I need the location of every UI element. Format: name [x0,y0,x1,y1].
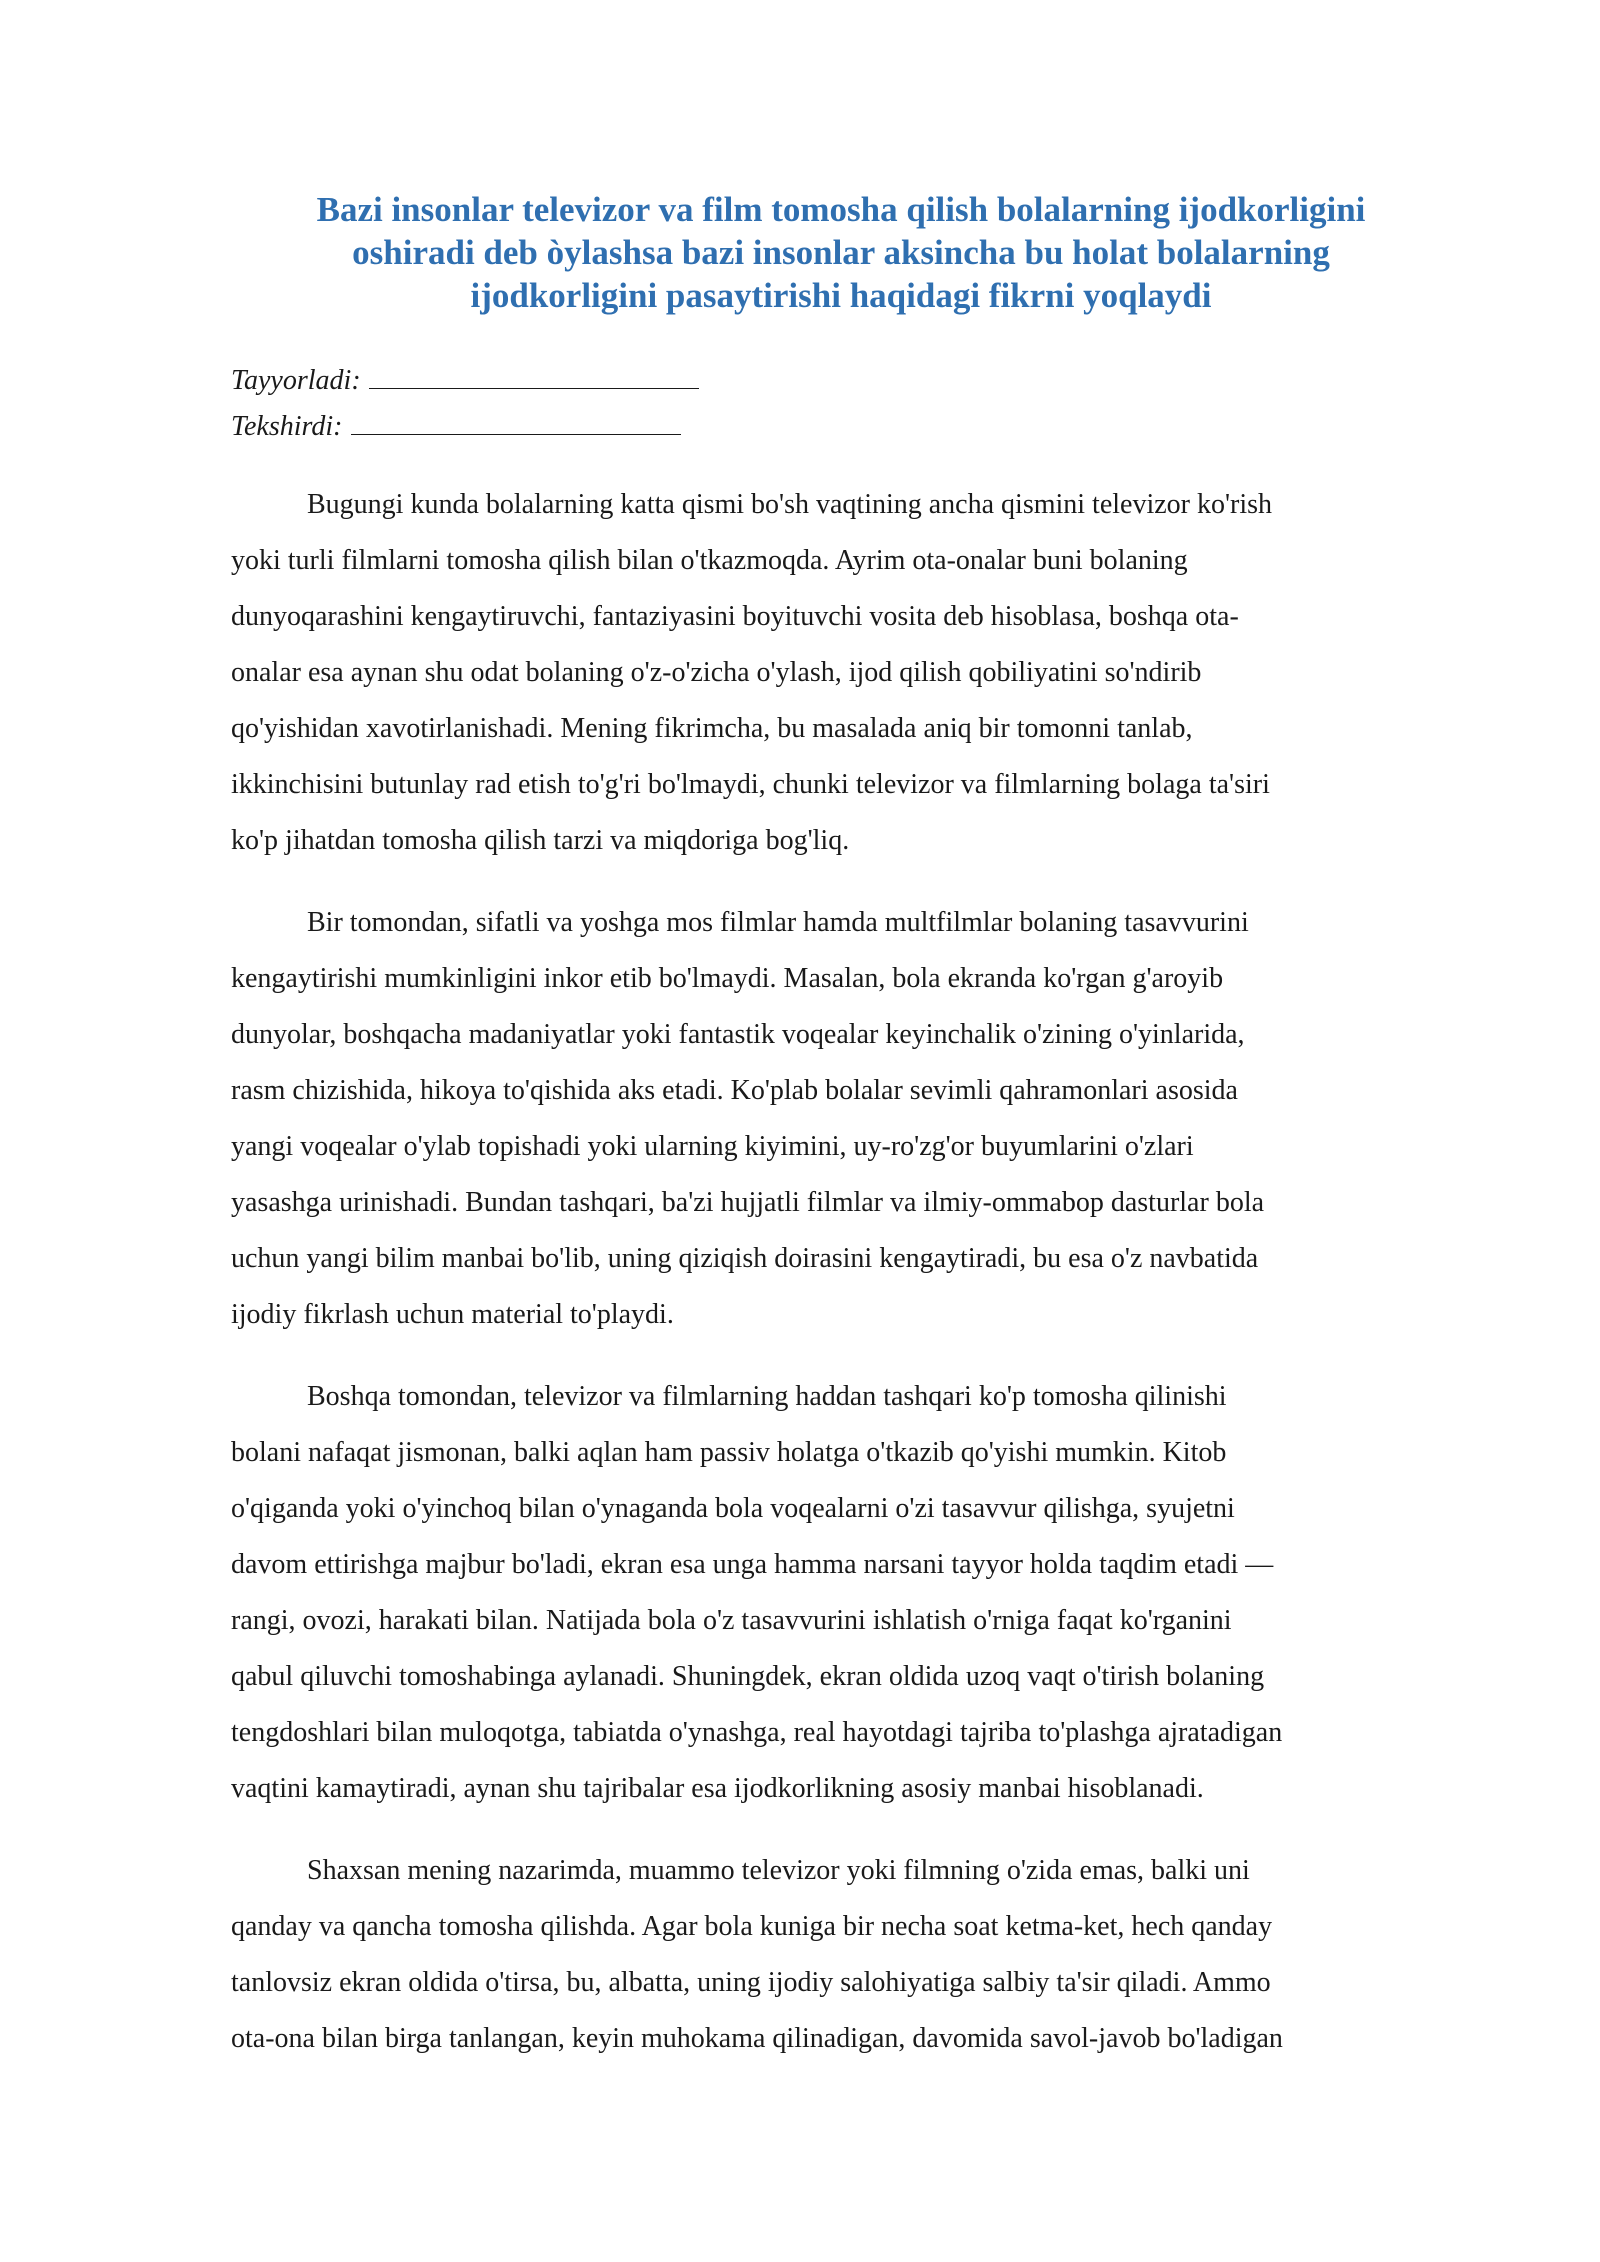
document-body [231,477,1451,2093]
text-line: rasm chizishida, hikoya to'qishida aks etadi. Ko'plab bolalar sevimli qahramonlari asosida [231,1075,1238,1106]
text-line: ko'p jihatdan tomosha qilish tarzi va miqdoriga bog'liq. [231,825,850,856]
author-block [231,358,831,450]
text-line: uchun yangi bilim manbai bo'lib, uning qiziqish doirasini kengaytiradi, bu esa o'z navbatida [231,1243,1259,1274]
text-line: tanlovsiz ekran oldida o'tirsa, bu, albatta, uning ijodiy salohiyatiga salbiy ta'sir qiladi. Ammo [231,1967,1271,1998]
paragraph [231,477,1451,869]
checked-by-blank-line [351,404,681,435]
text-line: vaqtini kamaytiradi, aynan shu tajribalar esa ijodkorlikning asosiy manbai hisoblanadi. [231,1773,1204,1804]
text-line: onalar esa aynan shu odat bolaning o'z-o'zicha o'ylash, ijod qilish qobiliyatini so'ndirib [231,657,1202,688]
paragraph [231,1843,1451,2067]
prepared-by-blank-line [369,358,699,389]
text-line: Bugungi kunda bolalarning katta qismi bo'sh vaqtining ancha qismini televizor ko'rish [307,489,1273,520]
text-line: dunyoqarashini kengaytiruvchi, fantaziyasini boyituvchi vosita deb hisoblasa, boshqa ota- [231,601,1239,632]
text-line: yasashga urinishadi. Bundan tashqari, ba'zi hujjatli filmlar va ilmiy-ommabop dasturlar bola [231,1187,1265,1218]
text-line: yoki turli filmlarni tomosha qilish bilan o'tkazmoqda. Ayrim ota-onalar buni bolaning [231,545,1188,576]
text-line: qanday va qancha tomosha qilishda. Agar bola kuniga bir necha soat ketma-ket, hech qanday [231,1911,1273,1942]
title-line: oshiradi deb òylashsa bazi insonlar aksincha bu holat bolalarning [352,233,1330,272]
text-line: qo'yishidan xavotirlanishadi. Mening fikrimcha, bu masalada aniq bir tomonni tanlab, [231,713,1193,744]
text-line: bolani nafaqat jismonan, balki aqlan ham passiv holatga o'tkazib qo'yishi mumkin. Kitob [231,1437,1227,1468]
checked-by-label: Tekshirdi: [231,411,343,442]
text-line: ota-ona bilan birga tanlangan, keyin muhokama qilinadigan, davomida savol-javob bo'ladigan [231,2023,1283,2054]
text-line: dunyolar, boshqacha madaniyatlar yoki fantastik voqealar keyinchalik o'zining o'yinlarida, [231,1019,1245,1050]
text-line: yangi voqealar o'ylab topishadi yoki ularning kiyimini, uy-ro'zg'or buyumlarini o'zlari [231,1131,1194,1162]
text-line: ijodiy fikrlash uchun material to'playdi. [231,1299,674,1330]
text-line: Bir tomondan, sifatli va yoshga mos filmlar hamda multfilmlar bolaning tasavvurini [307,907,1249,938]
text-line: Shaxsan mening nazarimda, muammo televizor yoki filmning o'zida emas, balki uni [307,1855,1250,1886]
paragraph [231,1369,1451,1817]
prepared-by-row [231,358,831,404]
text-line: tengdoshlari bilan muloqotga, tabiatda o'ynashga, real hayotdagi tajriba to'plashga ajratadigan [231,1717,1283,1748]
title-line: Bazi insonlar televizor va film tomosha qilish bolalarning ijodkorligini [316,190,1366,229]
paragraph [231,895,1451,1343]
text-line: qabul qiluvchi tomoshabinga aylanadi. Shuningdek, ekran oldida uzoq vaqt o'tirish bolaning [231,1661,1265,1692]
text-line: rangi, ovozi, harakati bilan. Natijada bola o'z tasavvurini ishlatish o'rniga faqat ko'rganini [231,1605,1232,1636]
text-line: o'qiganda yoki o'yinchoq bilan o'ynaganda bola voqealarni o'zi tasavvur qilishga, syujetni [231,1493,1235,1524]
checked-by-row [231,404,831,450]
text-line: kengaytirishi mumkinligini inkor etib bo'lmaydi. Masalan, bola ekranda ko'rgan g'aroyib [231,963,1224,994]
text-line: ikkinchisini butunlay rad etish to'g'ri bo'lmaydi, chunki televizor va filmlarning bolaga ta'siri [231,769,1270,800]
text-line: Boshqa tomondan, televizor va filmlarning haddan tashqari ko'p tomosha qilinishi [307,1381,1227,1412]
prepared-by-label: Tayyorladi: [231,365,361,396]
text-line: davom ettirishga majbur bo'ladi, ekran esa unga hamma narsani tayyor holda taqdim etadi — [231,1549,1274,1580]
title-line: ijodkorligini pasaytirishi haqidagi fikrni yoqlaydi [470,276,1212,315]
document-title [231,188,1451,317]
